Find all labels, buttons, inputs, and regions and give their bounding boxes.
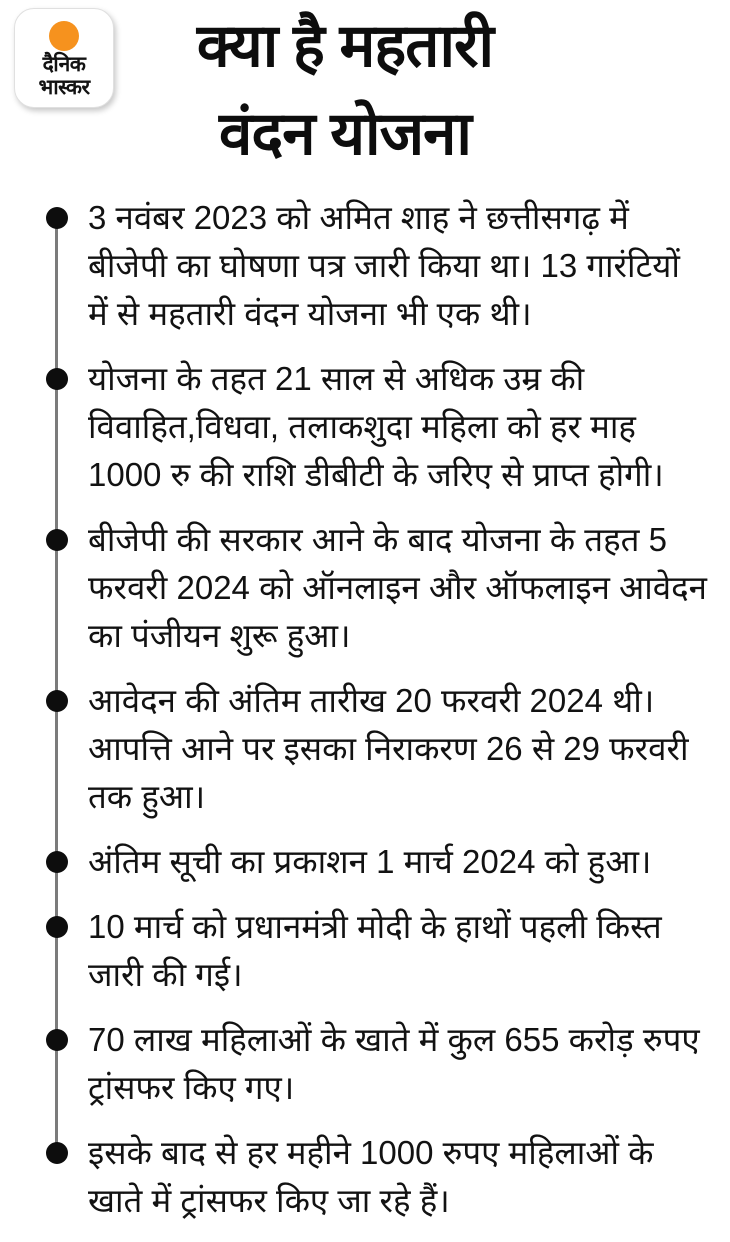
timeline-item bbox=[0, 838, 730, 903]
timeline-item bbox=[0, 194, 730, 355]
bullet-dot-icon bbox=[46, 690, 68, 712]
page-title-line1: क्या है महतारी bbox=[196, 12, 494, 79]
timeline-item-text: अंतिम सूची का प्रकाशन 1 मार्च 2024 को हुआ। bbox=[88, 843, 652, 881]
timeline-item bbox=[0, 1129, 730, 1242]
timeline-item-text: योजना के तहत 21 साल से अधिक उम्र की विवाहित,विधवा, तलाकशुदा महिला को हर माह 1000 रु की राशि डीबीटी के जरिए से प्राप्त होगी। bbox=[88, 360, 664, 494]
bullet-dot-icon bbox=[46, 851, 68, 873]
brand-name-line1: दैनिक bbox=[42, 52, 86, 76]
timeline-item-text: 70 लाख महिलाओं के खाते में कुल 655 करोड़ रुपए ट्रांसफर किए गए। bbox=[88, 1021, 700, 1107]
timeline-item bbox=[0, 516, 730, 677]
timeline-item-text: बीजेपी की सरकार आने के बाद योजना के तहत 5 फरवरी 2024 को ऑनलाइन और ऑफलाइन आवेदन का पंजीयन शुरू हुआ। bbox=[88, 521, 707, 655]
bullet-dot-icon bbox=[46, 207, 68, 229]
page-title-line2: वंदन योजना bbox=[219, 100, 471, 168]
dainik-bhaskar-logo bbox=[14, 8, 114, 108]
sun-icon bbox=[49, 21, 79, 51]
timeline-item-text: इसके बाद से हर महीने 1000 रुपए महिलाओं के खाते में ट्रांसफर किए जा रहे हैं। bbox=[88, 1134, 654, 1220]
brand-name-line2: भास्कर bbox=[38, 75, 90, 99]
bullet-dot-icon bbox=[46, 368, 68, 390]
timeline-item bbox=[0, 355, 730, 516]
bullet-dot-icon bbox=[46, 1142, 68, 1164]
bullet-dot-icon bbox=[46, 916, 68, 938]
timeline-item bbox=[0, 677, 730, 838]
timeline-item bbox=[0, 1016, 730, 1129]
bullet-dot-icon bbox=[46, 529, 68, 551]
timeline-item-text: आवेदन की अंतिम तारीख 20 फरवरी 2024 थी। आपत्ति आने पर इसका निराकरण 26 से 29 फरवरी तक हुआ। bbox=[88, 682, 689, 816]
timeline-item bbox=[0, 903, 730, 1016]
bullet-dot-icon bbox=[46, 1029, 68, 1051]
header bbox=[0, 0, 730, 178]
timeline-item-text: 3 नवंबर 2023 को अमित शाह ने छत्तीसगढ़ में बीजेपी का घोषणा पत्र जारी किया था। 13 गारंटियों में से महतारी वंदन योजना भी एक थी। bbox=[88, 199, 680, 333]
timeline bbox=[0, 194, 730, 1242]
timeline-item-text: 10 मार्च को प्रधानमंत्री मोदी के हाथों पहली किस्त जारी की गई। bbox=[88, 908, 662, 994]
